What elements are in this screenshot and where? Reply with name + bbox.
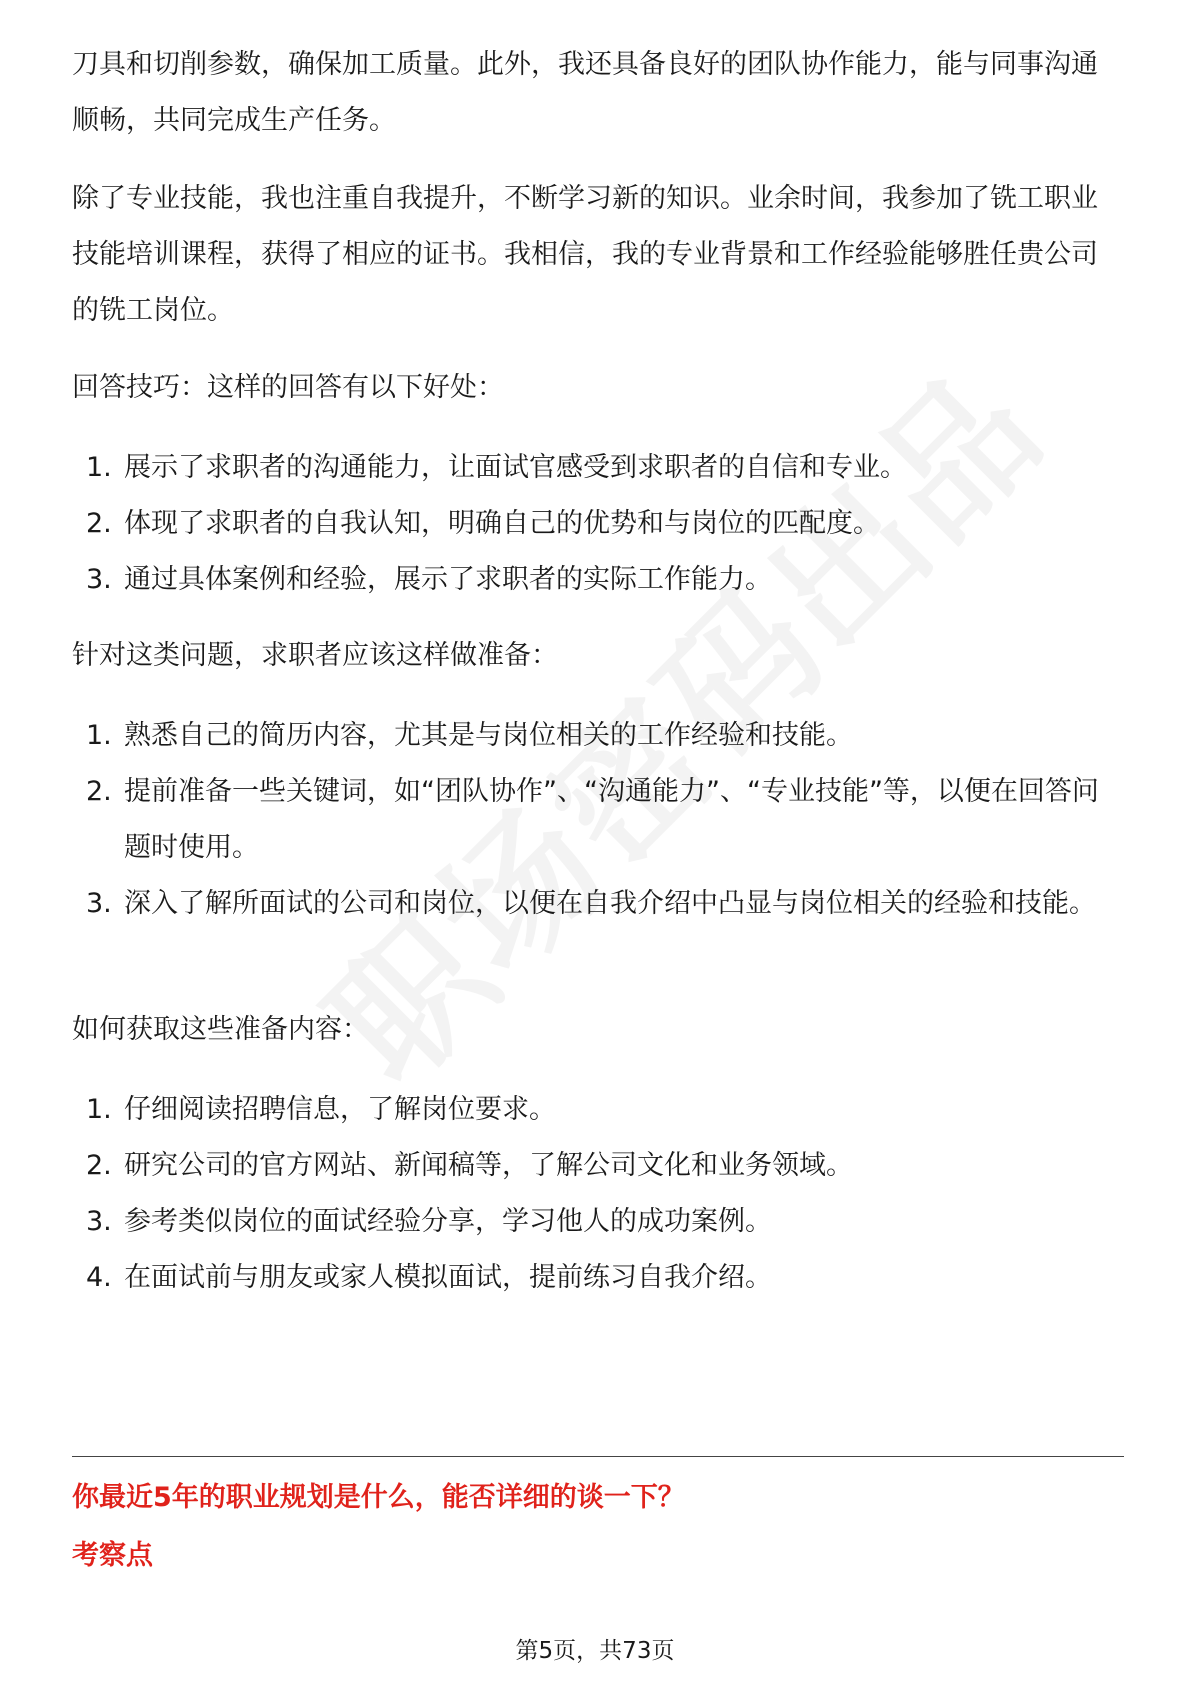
list-text: 通过具体案例和经验，展示了求职者的实际工作能力。 xyxy=(124,564,772,595)
list-text: 在面试前与朋友或家人模拟面试，提前练习自我介绍。 xyxy=(124,1262,772,1293)
paragraph-sources: 如何获取这些准备内容： xyxy=(72,1014,369,1045)
list-item xyxy=(72,876,1122,932)
list-number: 1. xyxy=(86,720,112,751)
sources-list xyxy=(72,1082,1122,1306)
list-number: 3. xyxy=(86,888,112,919)
list-item xyxy=(72,552,1122,608)
list-number: 3. xyxy=(86,564,112,595)
list-item xyxy=(72,708,1122,764)
preparation-list xyxy=(72,708,1122,932)
paragraph-preparation: 针对这类问题，求职者应该这样做准备： xyxy=(72,640,558,671)
paragraph-self-improvement: 除了专业技能，我也注重自我提升，不断学习新的知识。业余时间，我参加了铣工职业技能培训课程，获得了相应的证书。我相信，我的专业背景和工作经验能够胜任贵公司的铣工岗位。 xyxy=(72,183,1098,326)
list-item xyxy=(72,496,1122,552)
list-text: 参考类似岗位的面试经验分享，学习他人的成功案例。 xyxy=(124,1206,772,1237)
list-number: 1. xyxy=(86,452,112,483)
section-heading: 考察点 xyxy=(72,1540,153,1571)
list-item xyxy=(72,1082,1122,1138)
list-text: 提前准备一些关键词，如“团队协作”、“沟通能力”、“专业技能”等，以便在回答问题时使用。 xyxy=(124,776,1099,863)
list-item xyxy=(72,764,1122,876)
list-text: 研究公司的官方网站、新闻稿等，了解公司文化和业务领域。 xyxy=(124,1150,853,1181)
paragraph-continued: 刀具和切削参数，确保加工质量。此外，我还具备良好的团队协作能力，能与同事沟通顺畅，共同完成生产任务。 xyxy=(72,49,1098,136)
list-number: 2. xyxy=(86,508,112,539)
list-number: 2. xyxy=(86,1150,112,1181)
section-divider xyxy=(72,1456,1124,1457)
list-number: 1. xyxy=(86,1094,112,1125)
list-number: 4. xyxy=(86,1262,112,1293)
list-number: 2. xyxy=(86,776,112,807)
paragraph-answer-tips: 回答技巧：这样的回答有以下好处： xyxy=(72,372,504,403)
list-text: 深入了解所面试的公司和岗位，以便在自我介绍中凸显与岗位相关的经验和技能。 xyxy=(124,888,1096,919)
list-item xyxy=(72,1138,1122,1194)
list-text: 仔细阅读招聘信息，了解岗位要求。 xyxy=(124,1094,556,1125)
list-text: 熟悉自己的简历内容，尤其是与岗位相关的工作经验和技能。 xyxy=(124,720,853,751)
list-item xyxy=(72,440,1122,496)
list-item xyxy=(72,1194,1122,1250)
question-heading: 你最近5年的职业规划是什么，能否详细的谈一下？ xyxy=(72,1482,685,1513)
list-text: 体现了求职者的自我认知，明确自己的优势和与岗位的匹配度。 xyxy=(124,508,880,539)
page-number: 第5页，共73页 xyxy=(515,1638,675,1664)
list-text: 展示了求职者的沟通能力，让面试官感受到求职者的自信和专业。 xyxy=(124,452,907,483)
benefits-list xyxy=(72,440,1122,608)
list-item xyxy=(72,1250,1122,1306)
list-number: 3. xyxy=(86,1206,112,1237)
